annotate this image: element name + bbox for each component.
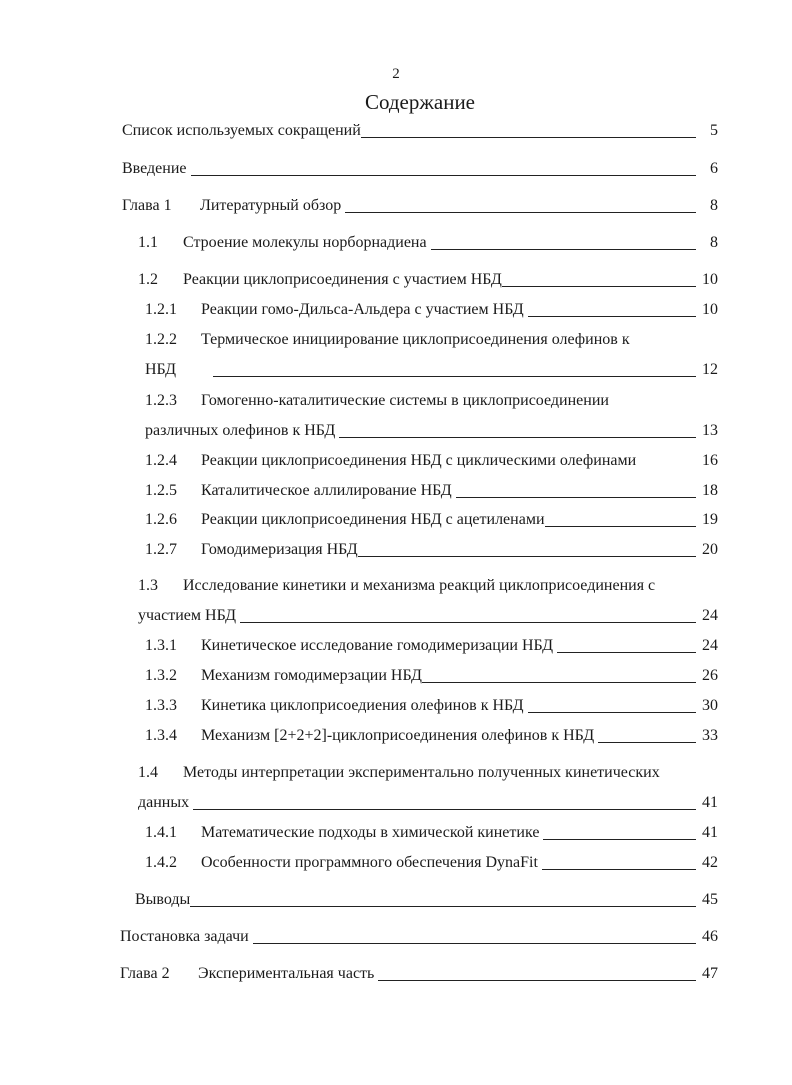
toc-page-number: 47 <box>702 965 718 982</box>
toc-page-number: 41 <box>702 824 718 841</box>
leader-line <box>456 497 696 498</box>
leader-line <box>193 809 696 810</box>
leader-line <box>345 212 696 213</box>
toc-entry-number: 1.2.2 <box>145 331 177 348</box>
toc-page-number: 18 <box>702 482 718 499</box>
toc-entry-1-2-2-continuation[interactable] <box>145 360 718 380</box>
toc-entry-1-2-3-continuation[interactable] <box>145 421 718 441</box>
toc-entry-text: Особенности программного обеспечения DynaFit <box>201 854 538 871</box>
toc-entry-chapter-1[interactable] <box>122 196 718 216</box>
toc-entry-1-3-4[interactable] <box>145 726 718 746</box>
toc-page-number: 5 <box>710 122 718 139</box>
toc-entry-text: Реакции циклоприсоединения НБД с ацетиленами <box>201 511 545 528</box>
toc-page-number: 42 <box>702 854 718 871</box>
leader-line <box>528 712 696 713</box>
toc-entry-number: 1.2.6 <box>145 511 177 528</box>
toc-entry-1-4[interactable] <box>138 763 718 783</box>
toc-entry-1-4-2[interactable] <box>145 853 718 873</box>
toc-entry-number: 1.2.7 <box>145 541 177 558</box>
toc-page-number: 24 <box>702 637 718 654</box>
toc-page-number: 24 <box>702 607 718 624</box>
toc-entry-1-2[interactable] <box>138 270 718 290</box>
leader-line <box>361 137 696 138</box>
toc-title: Содержание <box>364 90 476 114</box>
toc-entry-1-2-2[interactable] <box>145 330 718 350</box>
leader-line <box>545 526 697 527</box>
toc-entry-1-1[interactable] <box>138 233 718 253</box>
leader-line <box>542 869 696 870</box>
toc-entry-text: Экспериментальная часть <box>198 965 375 982</box>
leader-line <box>191 175 697 176</box>
leader-line <box>358 556 696 557</box>
toc-entry-1-2-6[interactable] <box>145 510 718 530</box>
leader-line <box>502 286 696 287</box>
leader-line <box>528 316 696 317</box>
toc-entry-number: 1.2 <box>138 271 158 288</box>
toc-entry-introduction[interactable] <box>122 159 718 179</box>
toc-entry-text-continuation: различных олефинов к НБД <box>145 422 336 439</box>
toc-entry-text-continuation: НБД <box>145 361 177 378</box>
toc-page-number: 30 <box>702 697 718 714</box>
toc-entry-number: 1.1 <box>138 234 158 251</box>
toc-entry-text: Реакции циклоприсоединения НБД с циклическими олефинами <box>201 452 637 469</box>
toc-entry-text: Каталитическое аллилирование НБД <box>201 482 452 499</box>
toc-entry-number: 1.4 <box>138 764 158 781</box>
toc-entry-1-2-7[interactable] <box>145 540 718 560</box>
toc-page-number: 10 <box>702 271 718 288</box>
leader-line <box>543 839 696 840</box>
toc-entry-number: 1.3.2 <box>145 667 177 684</box>
toc-entry-text: Гомодимеризация НБД <box>201 541 358 558</box>
toc-page-number: 6 <box>710 160 718 177</box>
toc-page-number: 45 <box>702 891 718 908</box>
leader-line <box>253 943 696 944</box>
toc-entry-1-3-2[interactable] <box>145 666 718 686</box>
toc-entry-number: 1.4.2 <box>145 854 177 871</box>
leader-line <box>213 376 696 377</box>
toc-entry-text: Механизм [2+2+2]-циклоприсоединения олефинов к НБД <box>201 727 595 744</box>
toc-entry-1-2-3[interactable] <box>145 391 718 411</box>
toc-entry-number: Глава 2 <box>120 965 170 982</box>
leader-line <box>431 249 696 250</box>
toc-entry-number: 1.3 <box>138 577 158 594</box>
toc-entry-1-3[interactable] <box>138 576 718 596</box>
toc-entry-number: 1.3.4 <box>145 727 177 744</box>
toc-entry-text: Кинетическое исследование гомодимеризации НБД <box>201 637 553 654</box>
toc-page-number: 13 <box>702 422 718 439</box>
leader-line <box>598 742 696 743</box>
toc-entry-text: Исследование кинетики и механизма реакций циклоприсоединения с <box>183 577 656 594</box>
toc-entry-text: Реакции гомо-Дильса-Альдера с участием НБД <box>201 301 524 318</box>
toc-entry-1-4-continuation[interactable] <box>138 793 718 813</box>
toc-entry-text: Механизм гомодимерзации НБД <box>201 667 422 684</box>
toc-page-number: 8 <box>710 234 718 251</box>
leader-line <box>339 437 696 438</box>
toc-entry-text: Введение <box>122 160 187 177</box>
toc-entry-text: Литературный обзор <box>200 197 342 214</box>
leader-line <box>240 622 696 623</box>
toc-entry-number: 1.4.1 <box>145 824 177 841</box>
toc-entry-number: 1.3.3 <box>145 697 177 714</box>
toc-page-number: 20 <box>702 541 718 558</box>
toc-page-number: 8 <box>710 197 718 214</box>
toc-entry-text: Выводы <box>135 891 191 908</box>
toc-entry-number: 1.2.1 <box>145 301 177 318</box>
toc-entry-text: Реакции циклоприсоединения с участием НБД <box>183 271 502 288</box>
toc-entry-chapter-2[interactable] <box>120 964 718 984</box>
leader-line <box>557 652 696 653</box>
toc-page-number: 12 <box>702 361 718 378</box>
toc-entry-1-2-4[interactable] <box>145 451 718 471</box>
toc-page-number: 16 <box>702 452 718 469</box>
toc-entry-text: Термическое инициирование циклоприсоединения олефинов к <box>201 331 630 348</box>
toc-entry-number: Глава 1 <box>122 197 172 214</box>
toc-entry-1-2-5[interactable] <box>145 481 718 501</box>
toc-entry-number: 1.2.5 <box>145 482 177 499</box>
toc-entry-1-3-1[interactable] <box>145 636 718 656</box>
toc-entry-1-3-continuation[interactable] <box>138 606 718 626</box>
leader-line <box>378 980 696 981</box>
leader-line <box>190 906 696 907</box>
toc-page-number: 41 <box>702 794 718 811</box>
toc-entry-number: 1.3.1 <box>145 637 177 654</box>
toc-entry-conclusions[interactable] <box>135 890 718 910</box>
toc-page-number: 33 <box>702 727 718 744</box>
toc-entry-text: Кинетика циклоприсоедиения олефинов к НБД <box>201 697 524 714</box>
toc-entry-text: Строение молекулы норборнадиена <box>183 234 427 251</box>
toc-entry-number: 1.2.4 <box>145 452 177 469</box>
toc-entry-text: Гомогенно-каталитические системы в циклоприсоединении <box>201 392 609 409</box>
toc-entry-number: 1.2.3 <box>145 392 177 409</box>
toc-entry-1-3-3[interactable] <box>145 696 718 716</box>
toc-entry-1-4-1[interactable] <box>145 823 718 843</box>
toc-entry-1-2-1[interactable] <box>145 300 718 320</box>
toc-entry-text: Методы интерпретации экспериментально полученных кинетических <box>183 764 660 781</box>
leader-line <box>422 682 696 683</box>
toc-page-number: 46 <box>702 928 718 945</box>
toc-page-number: 26 <box>702 667 718 684</box>
toc-entry-text: Список используемых сокращений <box>122 122 361 139</box>
page-number: 2 <box>392 66 400 82</box>
toc-page-number: 19 <box>702 511 718 528</box>
toc-entry-text-continuation: участием НБД <box>138 607 237 624</box>
toc-entry-abbreviations[interactable] <box>122 121 718 141</box>
toc-entry-text: Математические подходы в химической кинетике <box>201 824 540 841</box>
toc-page-number: 10 <box>702 301 718 318</box>
toc-entry-problem-statement[interactable] <box>120 927 718 947</box>
toc-entry-text-continuation: данных <box>138 794 190 811</box>
toc-entry-text: Постановка задачи <box>120 928 249 945</box>
